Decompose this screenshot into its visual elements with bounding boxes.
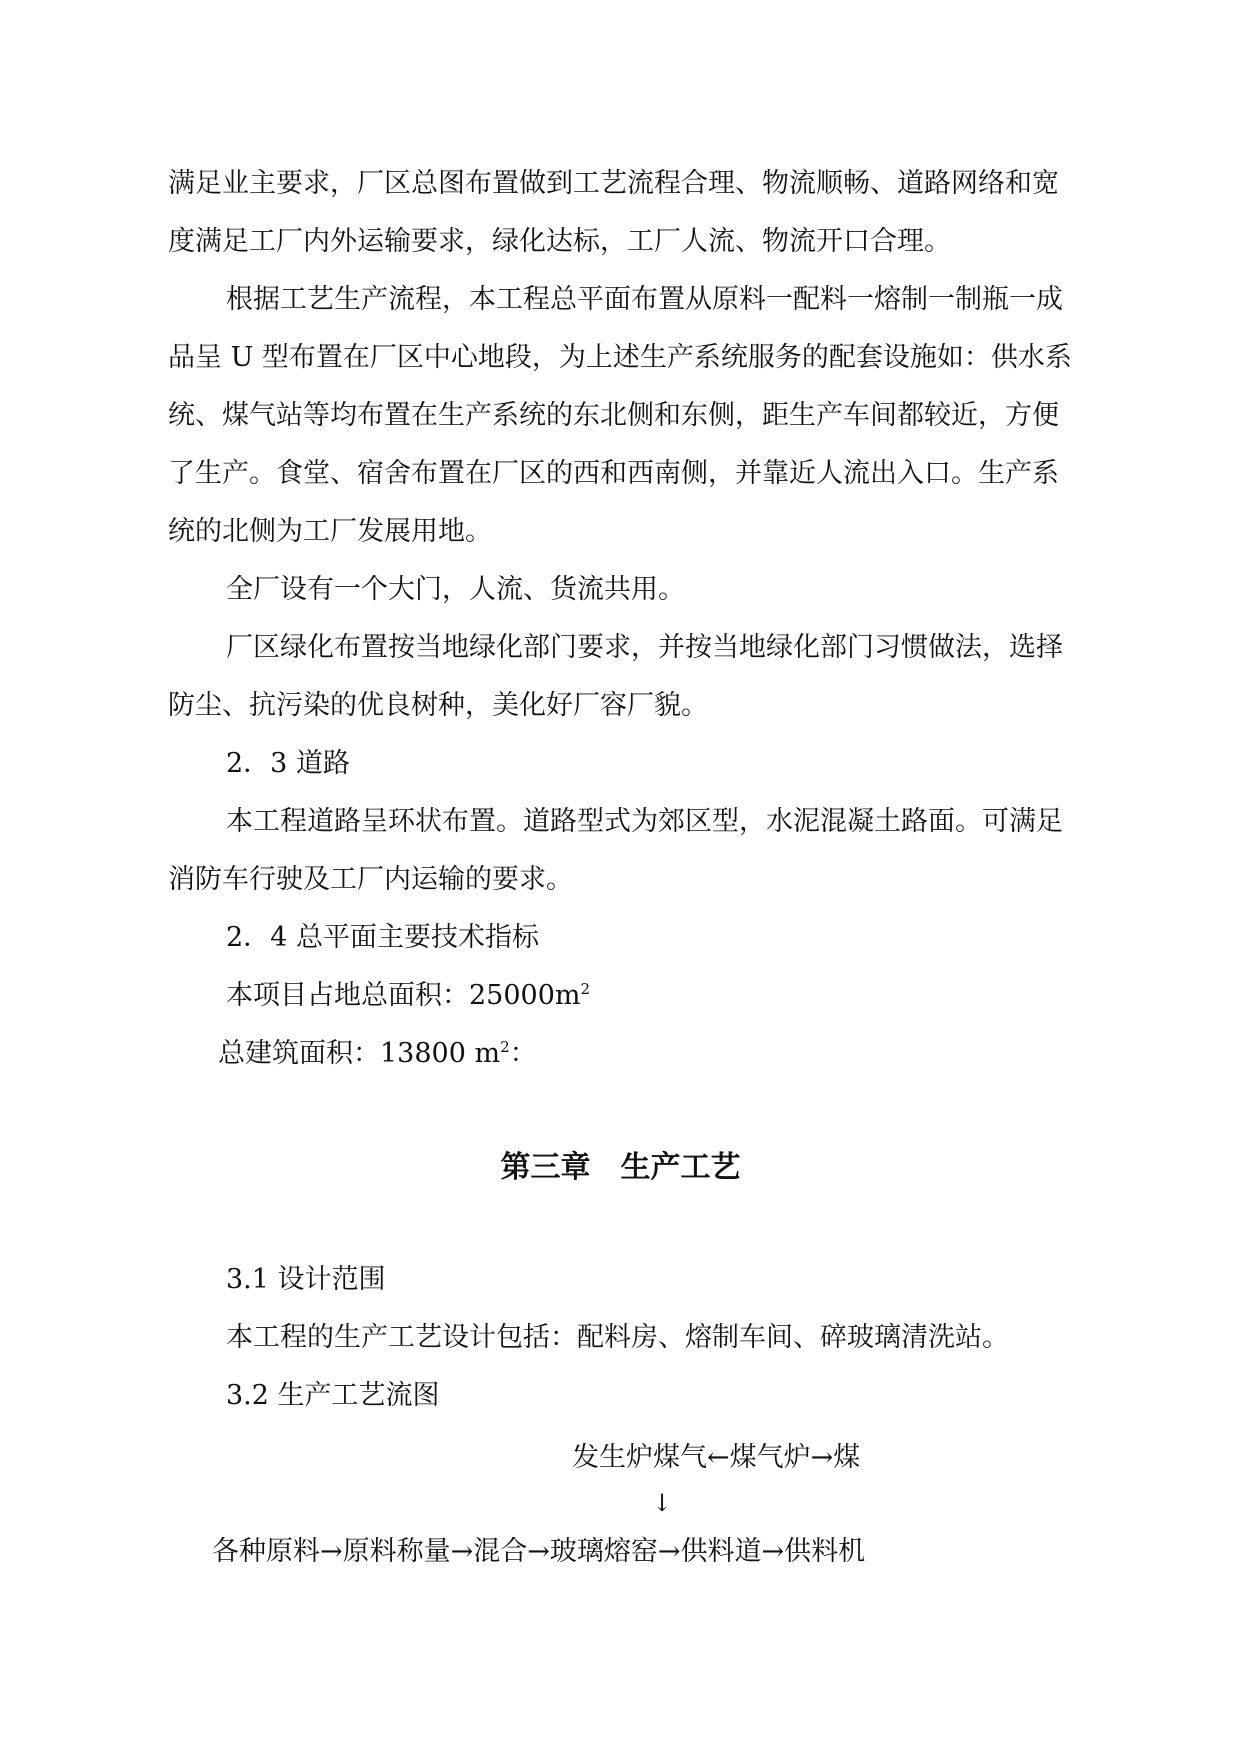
paragraph-line: 品呈 U 型布置在厂区中心地段，为上述生产系统服务的配套设施如：供水系 xyxy=(168,342,1072,373)
flow-bottom-row: 各种原料→原料称量→混合→玻璃熔窑→供料道→供料机 xyxy=(212,1536,866,1567)
building-area-superscript: 2 xyxy=(500,1038,510,1056)
section-heading-2-4: 2．4 总平面主要技术指标 xyxy=(226,922,539,953)
paragraph-line: 厂区绿化布置按当地绿化部门要求，并按当地绿化部门习惯做法，选择 xyxy=(226,632,1063,663)
site-area-superscript: 2 xyxy=(580,980,591,998)
paragraph-line: 消防车行驶及工厂内运输的要求。 xyxy=(168,864,573,895)
building-area-text: 总建筑面积：13800 m xyxy=(218,1038,501,1069)
building-area-tail: ： xyxy=(509,1038,537,1069)
paragraph-line: 本工程的生产工艺设计包括：配料房、熔制车间、碎玻璃清洗站。 xyxy=(226,1322,1009,1353)
building-area-line xyxy=(218,1036,537,1072)
paragraph-line: 满足业主要求，厂区总图布置做到工艺流程合理、物流顺畅、道路网络和宽 xyxy=(168,168,1059,199)
paragraph-line: 统的北侧为工厂发展用地。 xyxy=(168,516,492,547)
chapter-title: 第三章 生产工艺 xyxy=(500,1150,741,1185)
paragraph-line: 根据工艺生产流程，本工程总平面布置从原料一配料一熔制一制瓶一成 xyxy=(226,284,1063,315)
flow-top-row: 发生炉煤气←煤气炉→煤 xyxy=(572,1442,861,1473)
section-heading-2-3: 2．3 道路 xyxy=(226,748,350,779)
paragraph-line: 度满足工厂内外运输要求，绿化达标，工厂人流、物流开口合理。 xyxy=(168,226,951,257)
section-heading-3-2: 3.2 生产工艺流图 xyxy=(226,1380,440,1411)
site-area-line xyxy=(226,978,590,1014)
paragraph-line: 全厂设有一个大门，人流、货流共用。 xyxy=(226,574,685,605)
flow-down-arrow: ↓ xyxy=(652,1489,673,1517)
paragraph-line: 了生产。食堂、宿舍布置在厂区的西和西南侧，并靠近人流出入口。生产系 xyxy=(168,458,1059,489)
paragraph-line: 防尘、抗污染的优良树种，美化好厂容厂貌。 xyxy=(168,690,708,721)
paragraph-line: 本工程道路呈环状布置。道路型式为郊区型，水泥混凝土路面。可满足 xyxy=(226,806,1063,837)
section-heading-3-1: 3.1 设计范围 xyxy=(226,1264,386,1295)
site-area-text: 本项目占地总面积：25000m xyxy=(226,980,581,1011)
paragraph-line: 统、煤气站等均布置在生产系统的东北侧和东侧，距生产车间都较近，方便 xyxy=(168,400,1059,431)
